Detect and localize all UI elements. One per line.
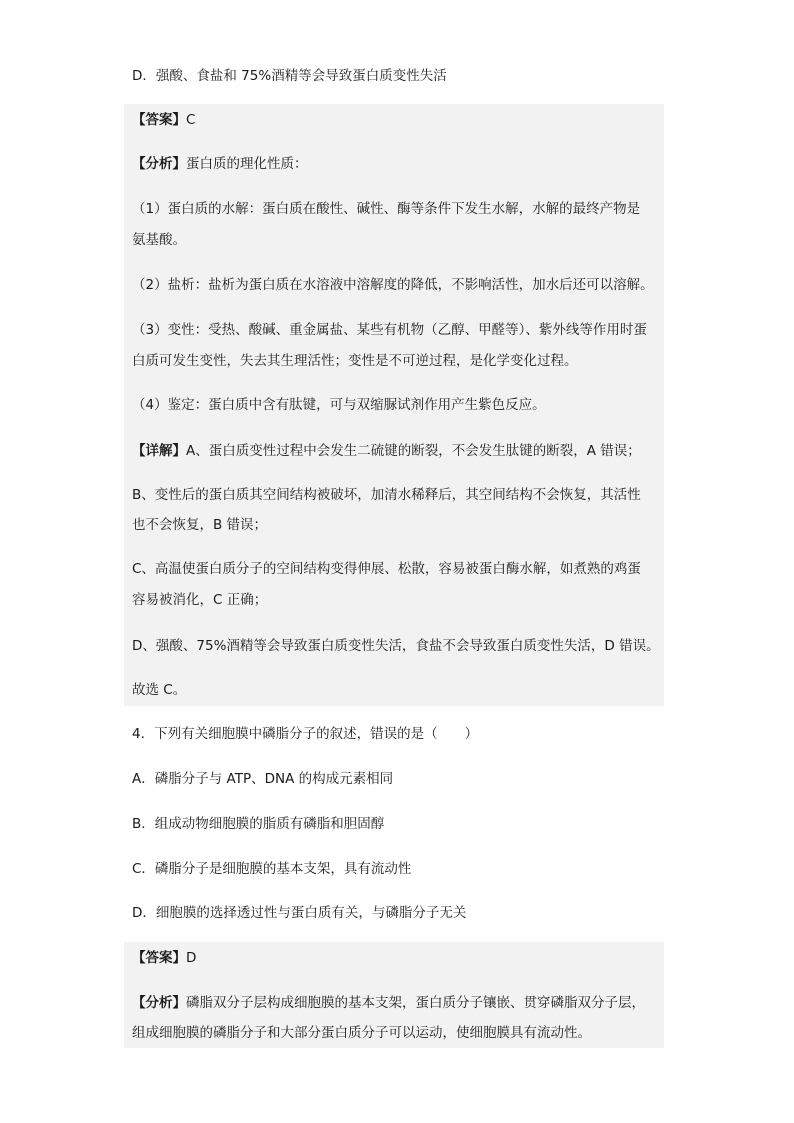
q3-detail-a [132, 439, 662, 463]
q3-detail-b-cont: 也不会恢复，B 错误； [132, 517, 268, 533]
analysis-title: 蛋白质的理化性质： [186, 156, 308, 172]
answer-value: D [186, 950, 197, 966]
q3-analysis-point-4: （4）鉴定：蛋白质中含有肽键，可与双缩脲试剂作用产生紫色反应。 [132, 397, 546, 413]
analysis-tag: 【分析】 [132, 156, 186, 172]
detail-tag: 【详解】 [132, 443, 186, 459]
q3-analysis-point-1-cont: 氨基酸。 [132, 232, 186, 248]
q3-analysis-point-3-cont: 白质可发生变性，失去其生理活性；变性是不可逆过程，是化学变化过程。 [132, 353, 578, 369]
q4-option-d: D．细胞膜的选择透过性与蛋白质有关，与磷脂分子无关 [132, 905, 467, 921]
q3-answer [132, 108, 662, 132]
detail-a-text: A、蛋白质变性过程中会发生二硫键的断裂，不会发生肽键的断裂，A 错误； [186, 443, 641, 459]
q4-option-a: A．磷脂分子与 ATP、DNA 的构成元素相同 [132, 771, 394, 787]
analysis-tag: 【分析】 [132, 995, 186, 1011]
answer-value: C [186, 112, 196, 128]
q3-detail-d: D、强酸、75%酒精等会导致蛋白质变性失活，食盐不会导致蛋白质变性失活，D 错误。 [132, 638, 660, 654]
q4-analysis [132, 991, 662, 1015]
q4-stem: 4．下列有关细胞膜中磷脂分子的叙述，错误的是（ ） [132, 726, 479, 742]
analysis-text: 磷脂双分子层构成细胞膜的基本支架，蛋白质分子镶嵌、贯穿磷脂双分子层， [186, 995, 645, 1011]
q4-answer [132, 946, 662, 970]
q3-analysis-point-2: （2）盐析：盐析为蛋白质在水溶液中溶解度的降低，不影响活性，加水后还可以溶解。 [132, 277, 654, 293]
q3-analysis-point-3: （3）变性：受热、酸碱、重金属盐、某些有机物（乙醇、甲醛等）、紫外线等作用时蛋 [132, 322, 647, 338]
q4-option-c: C．磷脂分子是细胞膜的基本支架，具有流动性 [132, 861, 412, 877]
answer-tag: 【答案】 [132, 112, 186, 128]
q3-detail-c-cont: 容易被消化，C 正确； [132, 592, 268, 608]
q3-conclusion: 故选 C。 [132, 682, 187, 698]
answer-tag: 【答案】 [132, 950, 186, 966]
q3-analysis-point-1: （1）蛋白质的水解：蛋白质在酸性、碱性、酶等条件下发生水解，水解的最终产物是 [132, 201, 641, 217]
q4-analysis-cont: 组成细胞膜的磷脂分子和大部分蛋白质分子可以运动，使细胞膜具有流动性。 [132, 1025, 591, 1041]
q3-analysis-heading [132, 152, 662, 176]
q3-option-d: D．强酸、食盐和 75%酒精等会导致蛋白质变性失活 [132, 68, 447, 84]
q3-detail-b: B、变性后的蛋白质其空间结构被破坏，加清水稀释后，其空间结构不会恢复，其活性 [132, 487, 641, 503]
q4-option-b: B．组成动物细胞膜的脂质有磷脂和胆固醇 [132, 816, 385, 832]
q3-detail-c: C、高温使蛋白质分子的空间结构变得伸展、松散，容易被蛋白酶水解，如煮熟的鸡蛋 [132, 561, 641, 577]
